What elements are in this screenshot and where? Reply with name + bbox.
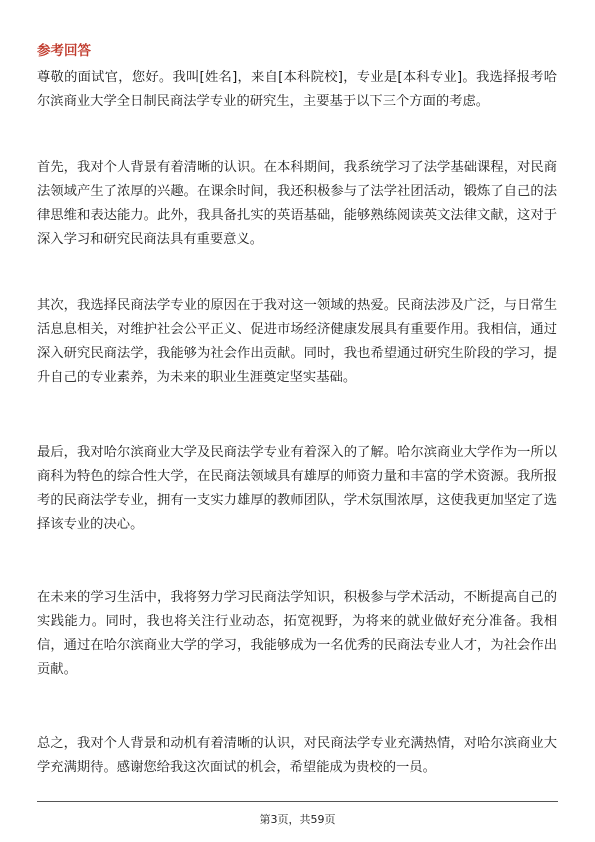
section-heading: 参考回答 xyxy=(37,43,91,59)
paragraph-future-plan: 在未来的学习生活中，我将努力学习民商法学知识，积极参与学术活动，不断提高自己的实践能力。同时，我也将关注行业动态，拓宽视野，为将来的就业做好充分准备。我相信，通过在哈尔滨商业大学的学习，我能够成为一名优秀的民商法专业人才，为社会作出贡献。 xyxy=(37,590,557,677)
paragraph-motivation: 其次，我选择民商法学专业的原因在于我对这一领域的热爱。民商法涉及广泛，与日常生活息息相关，对维护社会公平正义、促进市场经济健康发展具有重要作用。我相信，通过深入研究民商法学，我能够为社会作出贡献。同时，我也希望通过研究生阶段的学习，提升自己的专业素养，为未来的职业生涯奠定坚实基础。 xyxy=(37,298,557,385)
paragraph-conclusion: 总之，我对个人背景和动机有着清晰的认识，对民商法学专业充满热情，对哈尔滨商业大学充满期待。感谢您给我这次面试的机会，希望能成为贵校的一员。 xyxy=(37,736,557,775)
paragraph-intro: 尊敬的面试官，您好。我叫[姓名]，来自[本科院校]，专业是[本科专业]。我选择报考哈尔滨商业大学全日制民商法学专业的研究生，主要基于以下三个方面的考虑。 xyxy=(37,70,557,109)
paragraph-university: 最后，我对哈尔滨商业大学及民商法学专业有着深入的了解。哈尔滨商业大学作为一所以商科为特色的综合性大学，在民商法领域具有雄厚的师资力量和丰富的学术资源。我所报考的民商法学专业，拥有一支实力雄厚的教师团队，学术氛围浓厚，这使我更加坚定了选择该专业的决心。 xyxy=(37,445,557,532)
page-number: 第3页，共59页 xyxy=(259,813,336,826)
footer-divider xyxy=(37,801,558,802)
paragraph-background: 首先，我对个人背景有着清晰的认识。在本科期间，我系统学习了法学基础课程，对民商法领域产生了浓厚的兴趣。在课余时间，我还积极参与了法学社团活动，锻炼了自己的法律思维和表达能力。此外，我具备扎实的英语基础，能够熟练阅读英文法律文献，这对于深入学习和研究民商法具有重要意义。 xyxy=(37,160,557,247)
